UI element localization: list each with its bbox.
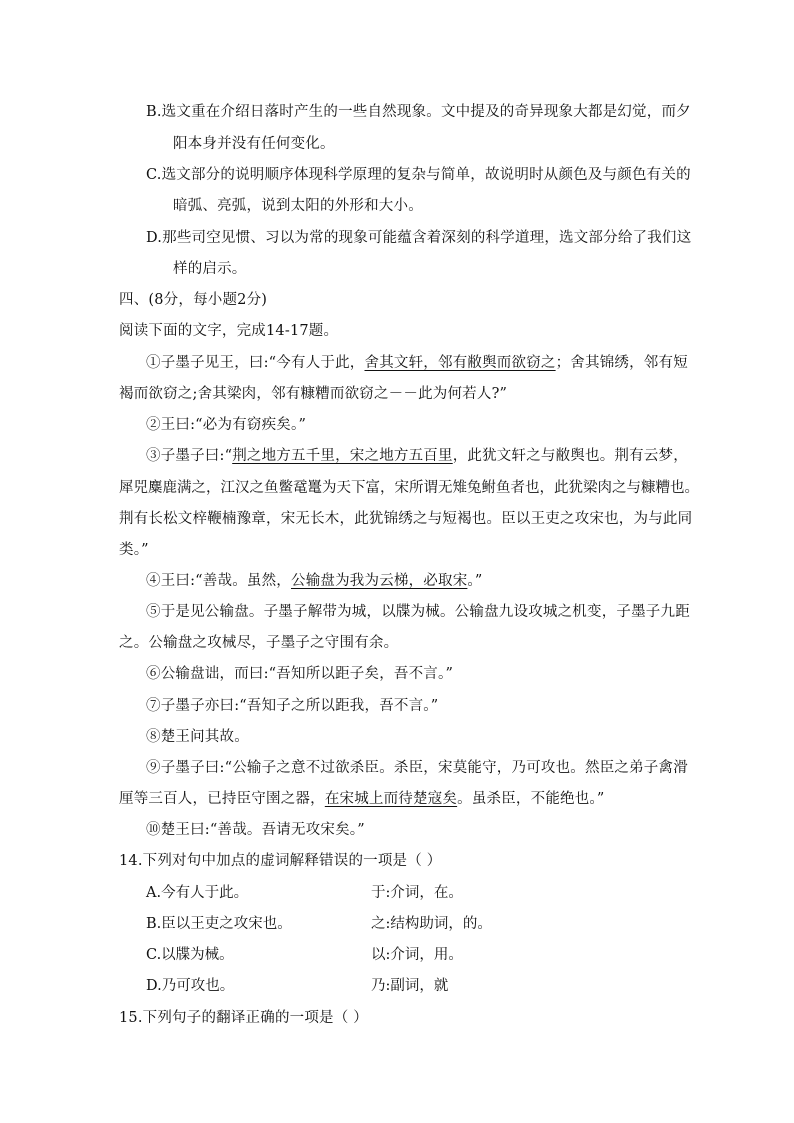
q14-option-c: C.以牒为械。 bbox=[146, 947, 234, 963]
choice-13-c-line2: 暗弧、亮弧，说到太阳的外形和大小。 bbox=[173, 198, 423, 214]
passage-p1-line1 bbox=[146, 353, 688, 373]
passage-p7: ⑦子墨子亦曰:“吾知子之所以距我，吾不言。” bbox=[146, 698, 439, 714]
passage-p3-underlined: 荆之地方五千里，宋之地方五百里 bbox=[232, 448, 453, 464]
passage-p9-underlined: 在宋城上而待楚寇矣 bbox=[324, 791, 458, 807]
question-14-stem: 14.下列对句中加点的虚词解释错误的一项是（ ） bbox=[119, 853, 442, 869]
passage-p5-line1: ⑤于是见公输盘。子墨子解带为城，以牒为械。公输盘九设攻城之机变，子墨子九距 bbox=[146, 604, 690, 620]
passage-p3-line2: 犀兕麋鹿满之，江汉之鱼鳖鼋鼍为天下富，宋所谓无雉兔鲋鱼者也，此犹梁肉之与糠糟也。 bbox=[119, 480, 699, 496]
section-instruction: 阅读下面的文字，完成14-17题。 bbox=[119, 323, 339, 339]
q14-option-c-explanation: 以:介词，用。 bbox=[371, 947, 463, 963]
passage-p5-line2: 之。公输盘之攻械尽，子墨子之守围有余。 bbox=[119, 635, 399, 651]
passage-p9-a: 厘等三百人，已持臣守圉之器， bbox=[119, 791, 325, 807]
passage-p9-c: 。虽杀臣，不能绝也。” bbox=[457, 791, 605, 807]
q14-option-a-explanation: 于:介词，在。 bbox=[371, 885, 463, 901]
choice-13-b-line2: 阳本身并没有任何变化。 bbox=[173, 136, 335, 152]
q14-option-d-explanation: 乃:副词，就 bbox=[371, 978, 449, 994]
passage-p2: ②王曰:“必为有窃疾矣。” bbox=[146, 417, 307, 433]
question-15-stem: 15.下列句子的翻译正确的一项是（ ） bbox=[119, 1010, 368, 1026]
passage-p9-line2 bbox=[119, 789, 605, 809]
passage-p1-line2: 褐而欲窃之;舍其梁肉，邻有糠糟而欲窃之－－此为何若人?” bbox=[119, 386, 508, 402]
choice-13-d-line2: 样的启示。 bbox=[173, 261, 247, 277]
choice-13-b-line1: B.选文重在介绍日落时产生的一些自然现象。文中提及的奇异现象大都是幻觉，而夕 bbox=[146, 104, 691, 120]
passage-p10: ⑩楚王曰:“善哉。吾请无攻宋矣。” bbox=[146, 822, 365, 838]
q14-option-b-explanation: 之:结构助词，的。 bbox=[371, 916, 492, 932]
passage-p4-underlined: 公输盘为我为云梯，必取宋 bbox=[291, 573, 468, 589]
passage-p3-c: ，此犹文轩之与敝舆也。荆有云梦， bbox=[452, 448, 688, 464]
passage-p8: ⑧楚王问其故。 bbox=[146, 729, 249, 745]
passage-p3-line1 bbox=[146, 446, 688, 466]
passage-p3-line4: 类。” bbox=[119, 542, 149, 558]
q14-option-d: D.乃可攻也。 bbox=[146, 978, 235, 994]
section-heading: 四、(8分，每小题2分) bbox=[119, 292, 268, 308]
passage-p1-a: ①子墨子见王，曰:“今有人于此， bbox=[146, 355, 365, 371]
passage-p3-line3: 荆有长松文梓鞭楠豫章，宋无长木，此犹锦绣之与短褐也。臣以王吏之攻宋也，为与此同 bbox=[119, 511, 693, 527]
passage-p6: ⑥公输盘诎，而曰:“吾知所以距子矣，吾不言。” bbox=[146, 666, 454, 682]
passage-p1-c: ；舍其锦绣，邻有短 bbox=[555, 355, 688, 371]
passage-p4-c: 。” bbox=[467, 573, 483, 589]
passage-p4 bbox=[146, 571, 482, 591]
choice-13-d-line1: D.那些司空见惯、习以为常的现象可能蕴含着深刻的科学道理，选文部分给了我们这 bbox=[146, 230, 692, 246]
passage-p1-underlined: 舍其文轩，邻有敝舆而欲窃之 bbox=[364, 355, 556, 371]
choice-13-c-line1: C.选文部分的说明顺序体现科学原理的复杂与简单，故说明时从颜色及与颜色有关的 bbox=[146, 167, 691, 183]
passage-p9-line1: ⑨子墨子曰:“公输子之意不过欲杀臣。杀臣，宋莫能守，乃可攻也。然臣之弟子禽滑 bbox=[146, 760, 688, 776]
q14-option-a: A.今有人于此。 bbox=[146, 885, 249, 901]
q14-option-b: B.臣以王吏之攻宋也。 bbox=[146, 916, 292, 932]
passage-p3-a: ③子墨子曰:“ bbox=[146, 448, 233, 464]
passage-p4-a: ④王曰:“善哉。虽然， bbox=[146, 573, 291, 589]
